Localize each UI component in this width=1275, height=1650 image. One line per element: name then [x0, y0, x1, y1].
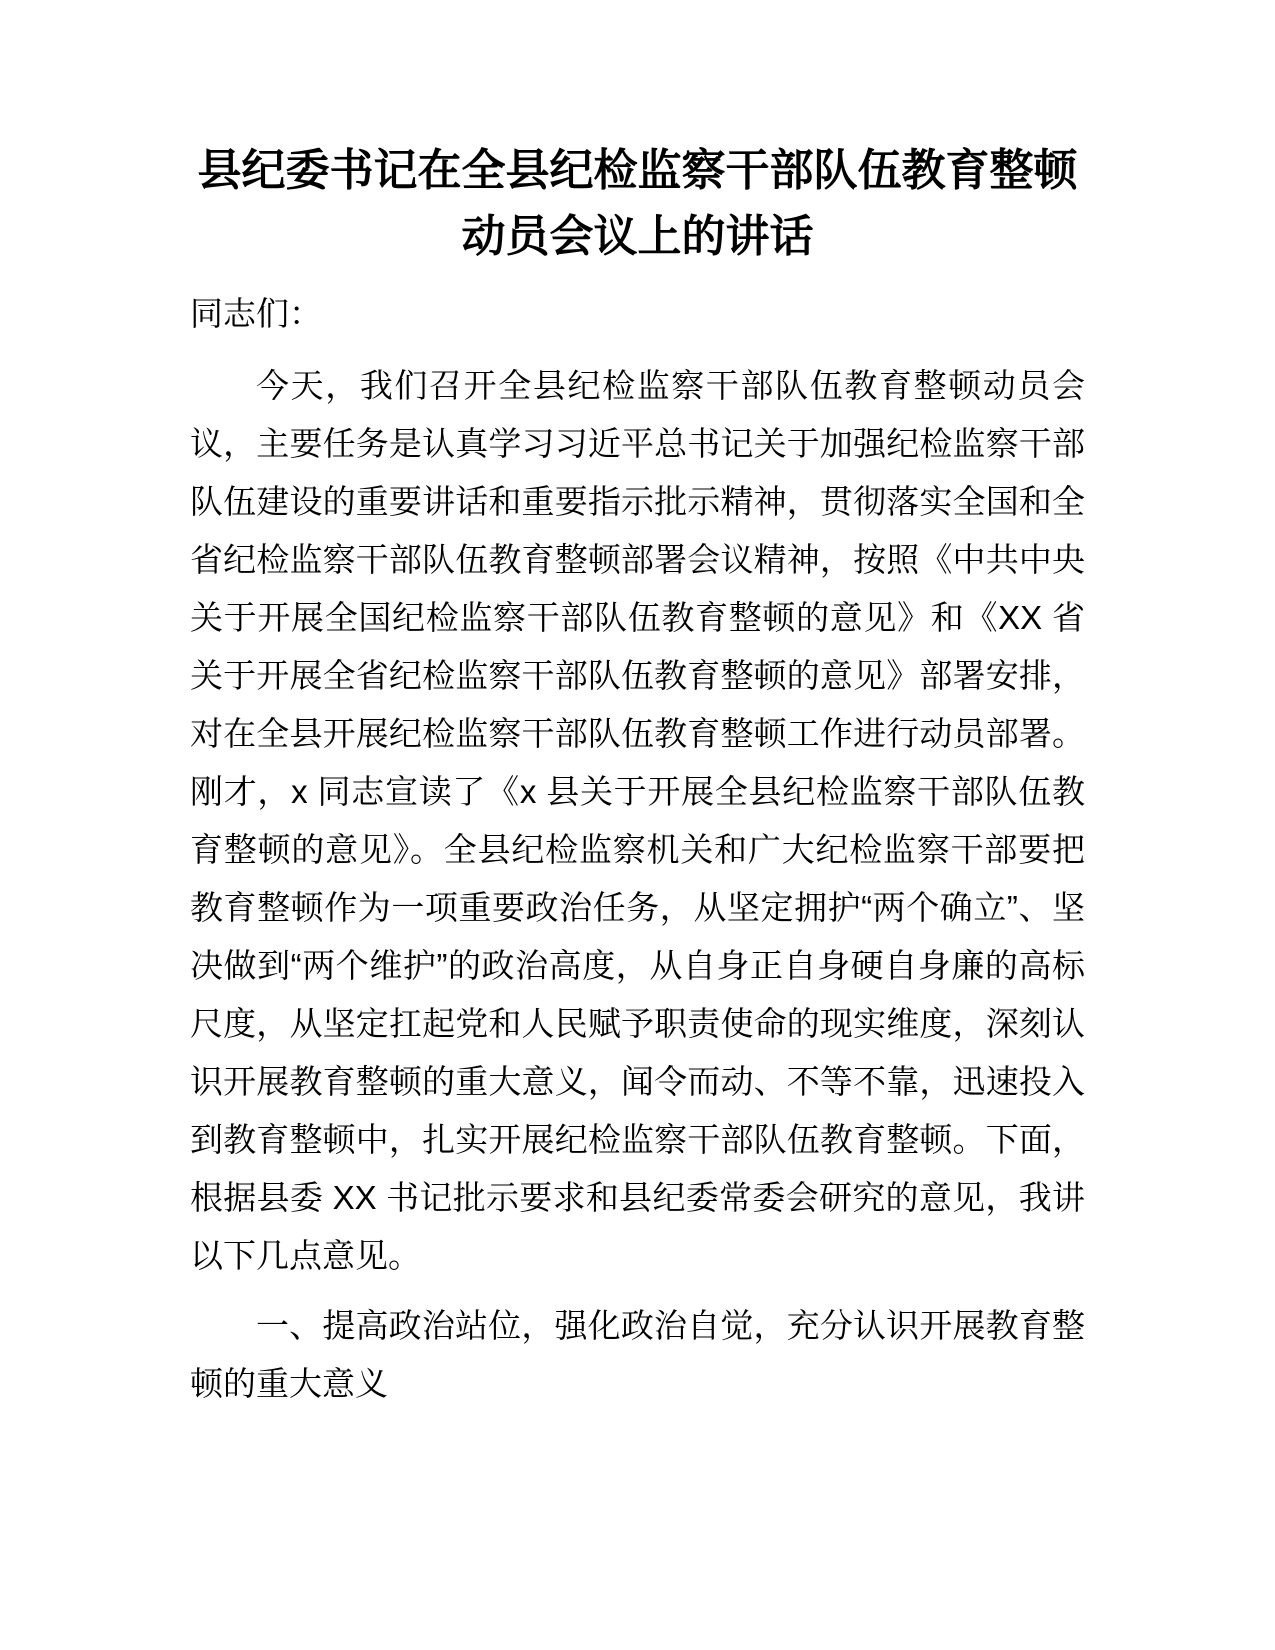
salutation-line: 同志们：	[190, 295, 322, 332]
body-paragraph: 今天，我们召开全县纪检监察干部队伍教育整顿动员会议，主要任务是认真学习习近平总书记关于加强纪检监察干部队伍建设的重要讲话和重要指示批示精神，贯彻落实全国和全省纪检监察干部队伍教育整顿部署会议精神，按照《中共中央关于开展全国纪检监察干部队伍教育整顿的意见》和《XX 省关于开展全省纪检监察干部队伍教育整顿的意见》部署安排，对在全县开展纪检监察干部队伍教育整顿工作进行动员部署。刚才，x 同志宣读了《x 县关于开展全县纪检监察干部队伍教育整顿的意见》。全县纪检监察机关和广大纪检监察干部要把教育整顿作为一项重要政治任务，从坚定拥护“两个确立”、坚决做到“两个维护”的政治高度，从自身正自身硬自身廉的高标尺度，从坚定扛起党和人民赋予职责使命的现实维度，深刻认识开展教育整顿的重大意义，闻令而动、不等不靠，迅速投入到教育整顿中，扎实开展纪检监察干部队伍教育整顿。下面，根据县委 XX 书记批示要求和县纪委常委会研究的意见，我讲以下几点意见。	[190, 367, 1085, 1274]
document-title: 县纪委书记在全县纪检监察干部队伍教育整顿动员会议上的讲话	[197, 146, 1078, 261]
section-heading: 一、提高政治站位，强化政治自觉，充分认识开展教育整顿的重大意义	[190, 1307, 1085, 1402]
